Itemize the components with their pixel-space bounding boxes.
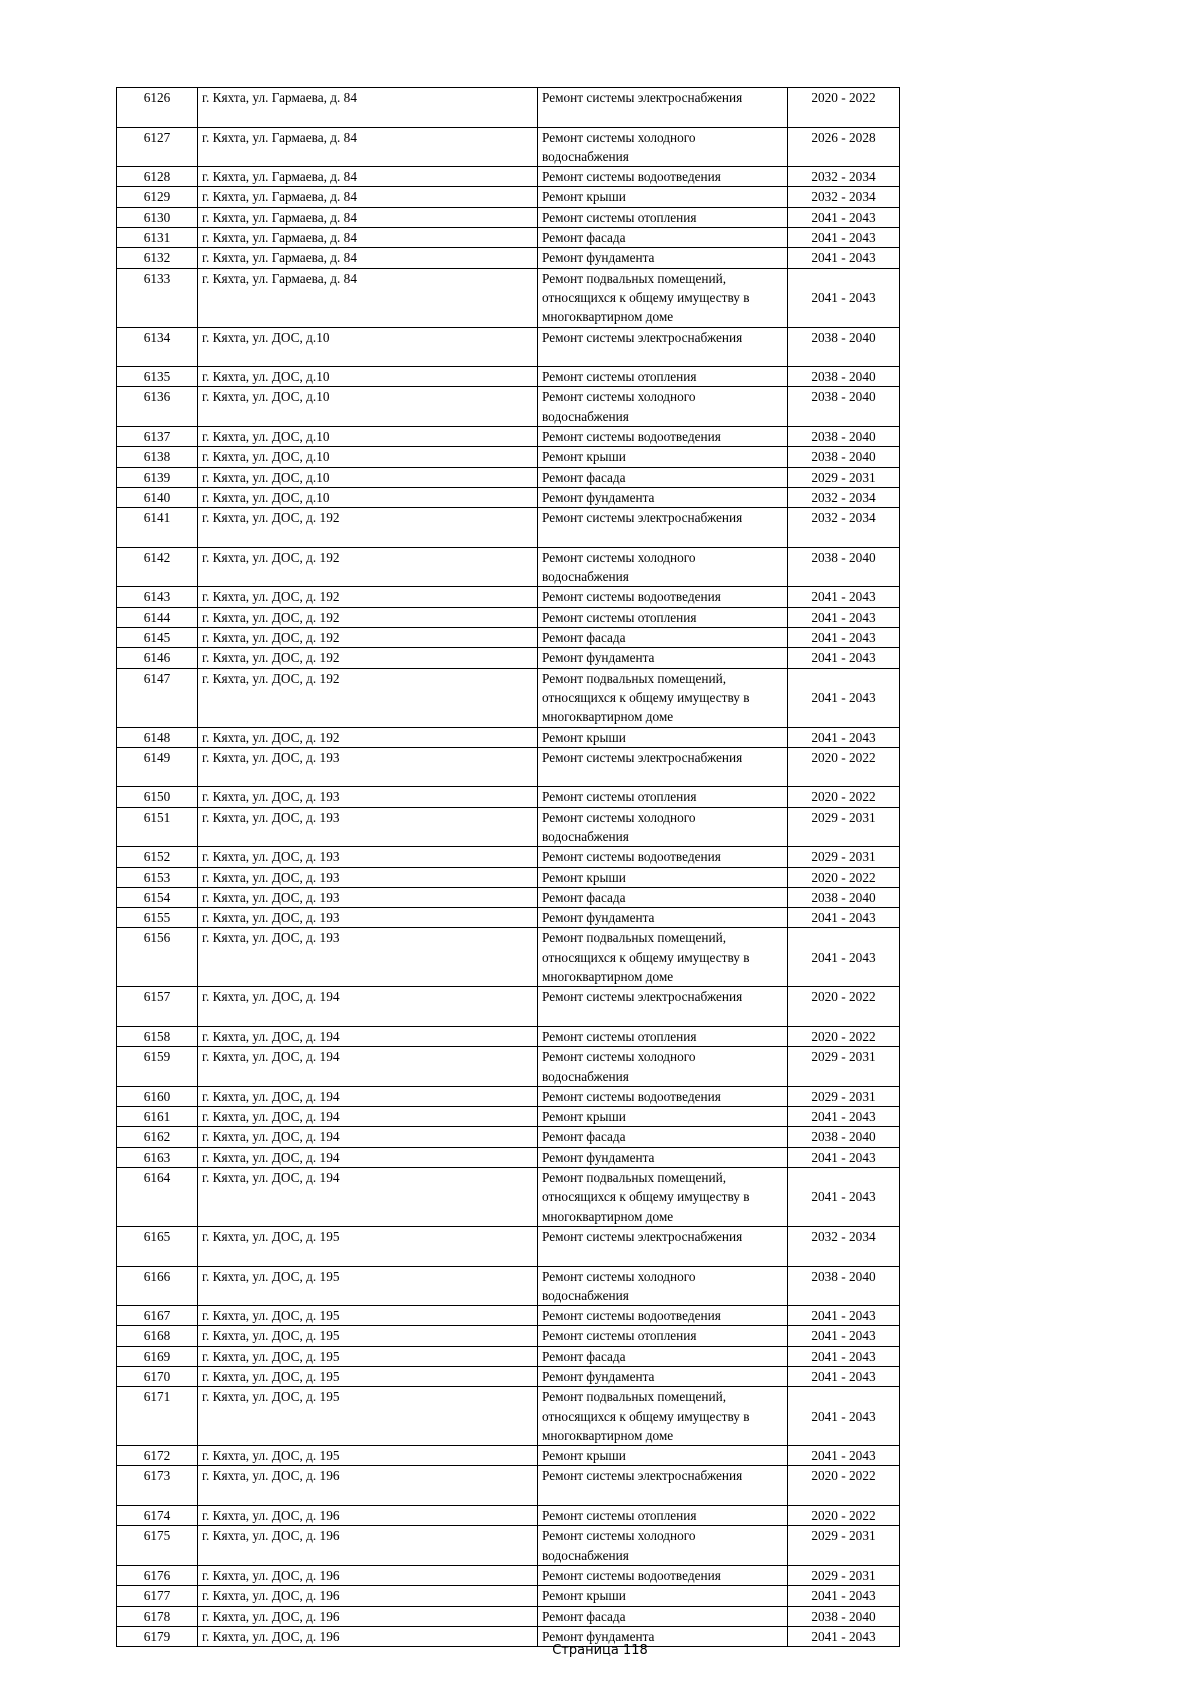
table-row	[117, 787, 900, 807]
address-cell: г. Кяхта, ул. ДОС, д. 192	[198, 628, 538, 648]
period-cell: 2041 - 2043	[788, 1346, 900, 1366]
address-cell: г. Кяхта, ул. ДОС, д. 192	[198, 508, 538, 548]
row-number-cell: 6167	[117, 1306, 198, 1326]
address-cell: г. Кяхта, ул. Гармаева, д. 84	[198, 207, 538, 227]
period-cell: 2020 - 2022	[788, 1026, 900, 1046]
row-number-cell: 6143	[117, 587, 198, 607]
period-cell: 2020 - 2022	[788, 1466, 900, 1506]
repair-schedule-table	[116, 87, 900, 1647]
row-number-cell: 6135	[117, 367, 198, 387]
work-type-cell: Ремонт фасада	[538, 1127, 788, 1147]
period-cell: 2041 - 2043	[788, 1107, 900, 1127]
table-row	[117, 327, 900, 367]
address-cell: г. Кяхта, ул. ДОС, д. 193	[198, 747, 538, 787]
period-cell: 2041 - 2043	[788, 1446, 900, 1466]
row-number-cell: 6161	[117, 1107, 198, 1127]
period-cell: 2020 - 2022	[788, 987, 900, 1027]
period-cell: 2038 - 2040	[788, 447, 900, 467]
table-row	[117, 807, 900, 847]
address-cell: г. Кяхта, ул. ДОС, д. 196	[198, 1565, 538, 1585]
row-number-cell: 6179	[117, 1626, 198, 1646]
work-type-cell: Ремонт крыши	[538, 1586, 788, 1606]
work-type-cell: Ремонт системы холодного водоснабжения	[538, 807, 788, 847]
work-type-cell: Ремонт системы водоотведения	[538, 1306, 788, 1326]
row-number-cell: 6138	[117, 447, 198, 467]
row-number-cell: 6151	[117, 807, 198, 847]
period-cell: 2020 - 2022	[788, 747, 900, 787]
work-type-cell: Ремонт системы электроснабжения	[538, 327, 788, 367]
work-type-cell: Ремонт крыши	[538, 447, 788, 467]
table-row	[117, 668, 900, 727]
address-cell: г. Кяхта, ул. ДОС, д. 192	[198, 587, 538, 607]
row-number-cell: 6159	[117, 1047, 198, 1087]
address-cell: г. Кяхта, ул. Гармаева, д. 84	[198, 88, 538, 128]
address-cell: г. Кяхта, ул. ДОС, д. 194	[198, 1147, 538, 1167]
row-number-cell: 6139	[117, 467, 198, 487]
period-cell: 2041 - 2043	[788, 587, 900, 607]
row-number-cell: 6147	[117, 668, 198, 727]
table-row	[117, 1326, 900, 1346]
work-type-cell: Ремонт крыши	[538, 1107, 788, 1127]
address-cell: г. Кяхта, ул. ДОС, д. 196	[198, 1506, 538, 1526]
work-type-cell: Ремонт фундамента	[538, 1147, 788, 1167]
period-cell: 2032 - 2034	[788, 167, 900, 187]
row-number-cell: 6155	[117, 908, 198, 928]
table-row	[117, 467, 900, 487]
period-cell: 2032 - 2034	[788, 508, 900, 548]
period-cell: 2038 - 2040	[788, 1266, 900, 1306]
row-number-cell: 6146	[117, 648, 198, 668]
period-cell: 2038 - 2040	[788, 887, 900, 907]
work-type-cell: Ремонт системы водоотведения	[538, 1086, 788, 1106]
address-cell: г. Кяхта, ул. ДОС, д.10	[198, 367, 538, 387]
address-cell: г. Кяхта, ул. ДОС, д. 194	[198, 1107, 538, 1127]
table-row	[117, 207, 900, 227]
table-row	[117, 1466, 900, 1506]
work-type-cell: Ремонт фасада	[538, 1606, 788, 1626]
row-number-cell: 6142	[117, 547, 198, 587]
address-cell: г. Кяхта, ул. Гармаева, д. 84	[198, 127, 538, 167]
address-cell: г. Кяхта, ул. ДОС, д.10	[198, 487, 538, 507]
address-cell: г. Кяхта, ул. ДОС, д. 194	[198, 1168, 538, 1227]
table-row	[117, 1127, 900, 1147]
table-row	[117, 387, 900, 427]
address-cell: г. Кяхта, ул. ДОС, д. 196	[198, 1526, 538, 1566]
period-cell: 2029 - 2031	[788, 467, 900, 487]
table-row	[117, 928, 900, 987]
work-type-cell: Ремонт системы водоотведения	[538, 847, 788, 867]
work-type-cell: Ремонт фасада	[538, 228, 788, 248]
period-cell: 2029 - 2031	[788, 807, 900, 847]
table-row	[117, 1526, 900, 1566]
row-number-cell: 6148	[117, 727, 198, 747]
address-cell: г. Кяхта, ул. ДОС, д. 192	[198, 668, 538, 727]
period-cell: 2038 - 2040	[788, 427, 900, 447]
address-cell: г. Кяхта, ул. ДОС, д. 194	[198, 1026, 538, 1046]
row-number-cell: 6134	[117, 327, 198, 367]
address-cell: г. Кяхта, ул. ДОС, д. 195	[198, 1266, 538, 1306]
table-row	[117, 1346, 900, 1366]
work-type-cell: Ремонт системы отопления	[538, 1326, 788, 1346]
address-cell: г. Кяхта, ул. ДОС, д. 194	[198, 1086, 538, 1106]
period-cell: 2038 - 2040	[788, 1606, 900, 1626]
table-row	[117, 547, 900, 587]
period-cell: 2038 - 2040	[788, 367, 900, 387]
address-cell: г. Кяхта, ул. ДОС, д.10	[198, 427, 538, 447]
period-cell: 2032 - 2034	[788, 487, 900, 507]
work-type-cell: Ремонт системы водоотведения	[538, 427, 788, 447]
row-number-cell: 6156	[117, 928, 198, 987]
period-cell: 2029 - 2031	[788, 1565, 900, 1585]
table-row	[117, 248, 900, 268]
table-row	[117, 1387, 900, 1446]
address-cell: г. Кяхта, ул. ДОС, д. 195	[198, 1387, 538, 1446]
row-number-cell: 6162	[117, 1127, 198, 1147]
table-row	[117, 747, 900, 787]
table-row	[117, 867, 900, 887]
work-type-cell: Ремонт фундамента	[538, 648, 788, 668]
row-number-cell: 6172	[117, 1446, 198, 1466]
address-cell: г. Кяхта, ул. ДОС, д.10	[198, 387, 538, 427]
work-type-cell: Ремонт системы электроснабжения	[538, 1226, 788, 1266]
row-number-cell: 6160	[117, 1086, 198, 1106]
row-number-cell: 6165	[117, 1226, 198, 1266]
page-footer	[0, 1643, 1200, 1658]
work-type-cell: Ремонт фундамента	[538, 487, 788, 507]
row-number-cell: 6140	[117, 487, 198, 507]
work-type-cell: Ремонт системы холодного водоснабжения	[538, 1266, 788, 1306]
address-cell: г. Кяхта, ул. ДОС, д. 193	[198, 787, 538, 807]
period-cell: 2041 - 2043	[788, 1586, 900, 1606]
work-type-cell: Ремонт системы электроснабжения	[538, 88, 788, 128]
table-row	[117, 1565, 900, 1585]
table-row	[117, 367, 900, 387]
page-number-label: Страница 118	[552, 1643, 648, 1658]
table-row	[117, 1446, 900, 1466]
address-cell: г. Кяхта, ул. Гармаева, д. 84	[198, 268, 538, 327]
table-row	[117, 1086, 900, 1106]
row-number-cell: 6178	[117, 1606, 198, 1626]
address-cell: г. Кяхта, ул. ДОС, д. 195	[198, 1346, 538, 1366]
address-cell: г. Кяхта, ул. ДОС, д. 196	[198, 1466, 538, 1506]
address-cell: г. Кяхта, ул. ДОС, д. 195	[198, 1226, 538, 1266]
period-cell: 2038 - 2040	[788, 1127, 900, 1147]
address-cell: г. Кяхта, ул. ДОС, д. 194	[198, 987, 538, 1027]
address-cell: г. Кяхта, ул. ДОС, д. 192	[198, 648, 538, 668]
period-cell: 2029 - 2031	[788, 1047, 900, 1087]
period-cell: 2041 - 2043	[788, 1626, 900, 1646]
address-cell: г. Кяхта, ул. Гармаева, д. 84	[198, 248, 538, 268]
period-cell: 2020 - 2022	[788, 1506, 900, 1526]
table-row	[117, 1586, 900, 1606]
row-number-cell: 6126	[117, 88, 198, 128]
work-type-cell: Ремонт подвальных помещений, относящихся к общему имуществу в многоквартирном доме	[538, 268, 788, 327]
table-row	[117, 1047, 900, 1087]
table-row	[117, 607, 900, 627]
work-type-cell: Ремонт подвальных помещений, относящихся к общему имуществу в многоквартирном доме	[538, 1168, 788, 1227]
work-type-cell: Ремонт подвальных помещений, относящихся к общему имуществу в многоквартирном доме	[538, 928, 788, 987]
table-row	[117, 1168, 900, 1227]
address-cell: г. Кяхта, ул. ДОС, д. 195	[198, 1306, 538, 1326]
work-type-cell: Ремонт системы холодного водоснабжения	[538, 1047, 788, 1087]
work-type-cell: Ремонт фасада	[538, 467, 788, 487]
table-row	[117, 887, 900, 907]
table-row	[117, 447, 900, 467]
period-cell: 2020 - 2022	[788, 88, 900, 128]
row-number-cell: 6131	[117, 228, 198, 248]
work-type-cell: Ремонт фасада	[538, 1346, 788, 1366]
address-cell: г. Кяхта, ул. Гармаева, д. 84	[198, 187, 538, 207]
period-cell: 2041 - 2043	[788, 1168, 900, 1227]
address-cell: г. Кяхта, ул. ДОС, д. 196	[198, 1626, 538, 1646]
period-cell: 2029 - 2031	[788, 1086, 900, 1106]
work-type-cell: Ремонт системы отопления	[538, 367, 788, 387]
work-type-cell: Ремонт подвальных помещений, относящихся к общему имуществу в многоквартирном доме	[538, 668, 788, 727]
work-type-cell: Ремонт фундамента	[538, 1367, 788, 1387]
period-cell: 2029 - 2031	[788, 847, 900, 867]
table-body	[117, 88, 900, 1647]
work-type-cell: Ремонт системы холодного водоснабжения	[538, 1526, 788, 1566]
address-cell: г. Кяхта, ул. ДОС, д. 196	[198, 1586, 538, 1606]
work-type-cell: Ремонт системы электроснабжения	[538, 747, 788, 787]
work-type-cell: Ремонт фасада	[538, 887, 788, 907]
row-number-cell: 6158	[117, 1026, 198, 1046]
period-cell: 2020 - 2022	[788, 787, 900, 807]
work-type-cell: Ремонт крыши	[538, 187, 788, 207]
work-type-cell: Ремонт системы отопления	[538, 1026, 788, 1046]
period-cell: 2029 - 2031	[788, 1526, 900, 1566]
table-row	[117, 187, 900, 207]
period-cell: 2041 - 2043	[788, 668, 900, 727]
address-cell: г. Кяхта, ул. ДОС, д. 193	[198, 847, 538, 867]
address-cell: г. Кяхта, ул. ДОС, д. 193	[198, 807, 538, 847]
period-cell: 2032 - 2034	[788, 1226, 900, 1266]
address-cell: г. Кяхта, ул. ДОС, д.10	[198, 467, 538, 487]
address-cell: г. Кяхта, ул. ДОС, д. 194	[198, 1047, 538, 1087]
table-row	[117, 487, 900, 507]
row-number-cell: 6153	[117, 867, 198, 887]
work-type-cell: Ремонт крыши	[538, 867, 788, 887]
row-number-cell: 6127	[117, 127, 198, 167]
work-type-cell: Ремонт крыши	[538, 1446, 788, 1466]
row-number-cell: 6150	[117, 787, 198, 807]
table-row	[117, 587, 900, 607]
period-cell: 2038 - 2040	[788, 547, 900, 587]
address-cell: г. Кяхта, ул. ДОС, д. 195	[198, 1326, 538, 1346]
table-row	[117, 908, 900, 928]
work-type-cell: Ремонт системы водоотведения	[538, 167, 788, 187]
address-cell: г. Кяхта, ул. ДОС, д. 193	[198, 887, 538, 907]
work-type-cell: Ремонт системы холодного водоснабжения	[538, 387, 788, 427]
table-row	[117, 1226, 900, 1266]
row-number-cell: 6174	[117, 1506, 198, 1526]
table-row	[117, 427, 900, 447]
period-cell: 2026 - 2028	[788, 127, 900, 167]
table-row	[117, 1367, 900, 1387]
period-cell: 2041 - 2043	[788, 268, 900, 327]
work-type-cell: Ремонт фасада	[538, 628, 788, 648]
work-type-cell: Ремонт системы отопления	[538, 787, 788, 807]
address-cell: г. Кяхта, ул. ДОС, д.10	[198, 447, 538, 467]
work-type-cell: Ремонт системы отопления	[538, 207, 788, 227]
period-cell: 2041 - 2043	[788, 1147, 900, 1167]
period-cell: 2041 - 2043	[788, 607, 900, 627]
row-number-cell: 6145	[117, 628, 198, 648]
table-row	[117, 727, 900, 747]
period-cell: 2041 - 2043	[788, 248, 900, 268]
row-number-cell: 6137	[117, 427, 198, 447]
period-cell: 2041 - 2043	[788, 727, 900, 747]
table-row	[117, 1306, 900, 1326]
period-cell: 2041 - 2043	[788, 1387, 900, 1446]
work-type-cell: Ремонт системы отопления	[538, 607, 788, 627]
work-type-cell: Ремонт системы водоотведения	[538, 587, 788, 607]
row-number-cell: 6149	[117, 747, 198, 787]
address-cell: г. Кяхта, ул. ДОС, д. 193	[198, 928, 538, 987]
row-number-cell: 6144	[117, 607, 198, 627]
period-cell: 2038 - 2040	[788, 387, 900, 427]
address-cell: г. Кяхта, ул. ДОС, д. 192	[198, 727, 538, 747]
work-type-cell: Ремонт крыши	[538, 727, 788, 747]
address-cell: г. Кяхта, ул. ДОС, д. 195	[198, 1446, 538, 1466]
row-number-cell: 6129	[117, 187, 198, 207]
row-number-cell: 6175	[117, 1526, 198, 1566]
row-number-cell: 6170	[117, 1367, 198, 1387]
row-number-cell: 6177	[117, 1586, 198, 1606]
row-number-cell: 6136	[117, 387, 198, 427]
period-cell: 2041 - 2043	[788, 648, 900, 668]
period-cell: 2041 - 2043	[788, 228, 900, 248]
row-number-cell: 6152	[117, 847, 198, 867]
address-cell: г. Кяхта, ул. ДОС, д. 195	[198, 1367, 538, 1387]
row-number-cell: 6128	[117, 167, 198, 187]
address-cell: г. Кяхта, ул. ДОС, д.10	[198, 327, 538, 367]
address-cell: г. Кяхта, ул. ДОС, д. 193	[198, 867, 538, 887]
row-number-cell: 6157	[117, 987, 198, 1027]
address-cell: г. Кяхта, ул. Гармаева, д. 84	[198, 167, 538, 187]
address-cell: г. Кяхта, ул. Гармаева, д. 84	[198, 228, 538, 248]
table-row	[117, 1026, 900, 1046]
row-number-cell: 6169	[117, 1346, 198, 1366]
work-type-cell: Ремонт системы холодного водоснабжения	[538, 127, 788, 167]
period-cell: 2041 - 2043	[788, 928, 900, 987]
work-type-cell: Ремонт системы электроснабжения	[538, 1466, 788, 1506]
table-row	[117, 648, 900, 668]
period-cell: 2020 - 2022	[788, 867, 900, 887]
table-row	[117, 1107, 900, 1127]
table-row	[117, 1506, 900, 1526]
table-row	[117, 1147, 900, 1167]
period-cell: 2041 - 2043	[788, 908, 900, 928]
table-row	[117, 127, 900, 167]
row-number-cell: 6176	[117, 1565, 198, 1585]
table-row	[117, 508, 900, 548]
table-row	[117, 228, 900, 248]
table-row	[117, 88, 900, 128]
work-type-cell: Ремонт фундамента	[538, 908, 788, 928]
address-cell: г. Кяхта, ул. ДОС, д. 194	[198, 1127, 538, 1147]
row-number-cell: 6171	[117, 1387, 198, 1446]
table-row	[117, 1606, 900, 1626]
row-number-cell: 6168	[117, 1326, 198, 1346]
address-cell: г. Кяхта, ул. ДОС, д. 196	[198, 1606, 538, 1626]
period-cell: 2041 - 2043	[788, 1367, 900, 1387]
work-type-cell: Ремонт системы холодного водоснабжения	[538, 547, 788, 587]
row-number-cell: 6166	[117, 1266, 198, 1306]
row-number-cell: 6133	[117, 268, 198, 327]
row-number-cell: 6154	[117, 887, 198, 907]
work-type-cell: Ремонт системы водоотведения	[538, 1565, 788, 1585]
table-row	[117, 1266, 900, 1306]
row-number-cell: 6164	[117, 1168, 198, 1227]
table-row	[117, 628, 900, 648]
work-type-cell: Ремонт фундамента	[538, 248, 788, 268]
table-row	[117, 268, 900, 327]
address-cell: г. Кяхта, ул. ДОС, д. 192	[198, 547, 538, 587]
table-row	[117, 847, 900, 867]
work-type-cell: Ремонт фундамента	[538, 1626, 788, 1646]
row-number-cell: 6163	[117, 1147, 198, 1167]
row-number-cell: 6173	[117, 1466, 198, 1506]
period-cell: 2038 - 2040	[788, 327, 900, 367]
row-number-cell: 6130	[117, 207, 198, 227]
period-cell: 2041 - 2043	[788, 628, 900, 648]
address-cell: г. Кяхта, ул. ДОС, д. 193	[198, 908, 538, 928]
period-cell: 2041 - 2043	[788, 1326, 900, 1346]
period-cell: 2041 - 2043	[788, 207, 900, 227]
table-row	[117, 167, 900, 187]
row-number-cell: 6132	[117, 248, 198, 268]
period-cell: 2041 - 2043	[788, 1306, 900, 1326]
period-cell: 2032 - 2034	[788, 187, 900, 207]
address-cell: г. Кяхта, ул. ДОС, д. 192	[198, 607, 538, 627]
work-type-cell: Ремонт системы электроснабжения	[538, 987, 788, 1027]
work-type-cell: Ремонт системы электроснабжения	[538, 508, 788, 548]
work-type-cell: Ремонт системы отопления	[538, 1506, 788, 1526]
row-number-cell: 6141	[117, 508, 198, 548]
work-type-cell: Ремонт подвальных помещений, относящихся к общему имуществу в многоквартирном доме	[538, 1387, 788, 1446]
table-row	[117, 987, 900, 1027]
